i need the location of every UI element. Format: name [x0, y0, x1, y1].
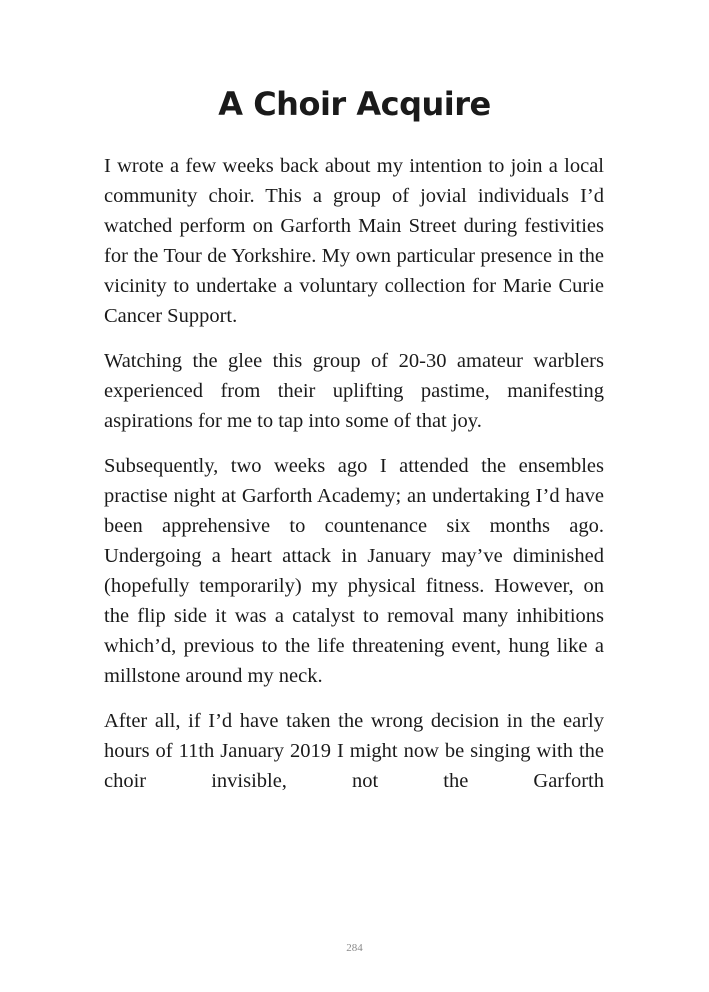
paragraph-3: Subsequently, two weeks ago I attended the ensembles practise night at Garforth Academy; an undertaking I’d have been apprehensive to countenance six months ago. Undergoing a heart attack in January may’ve diminished (hopefully temporarily) my physical fitness. However, on the flip side it was a catalyst to removal many inhibitions which’d, previous to the life threatening event, hung like a millstone around my neck.: [104, 455, 604, 687]
paragraph-4: After all, if I’d have taken the wrong decision in the early hours of 11th January 2019 I might now be singing with the choir invisible, not the Garforth: [104, 710, 604, 792]
page-title: A Choir Acquire: [218, 85, 491, 123]
page-number: 284: [346, 942, 363, 954]
body-text: [104, 151, 604, 811]
paragraph-1: I wrote a few weeks back about my intention to join a local community choir. This a group of jovial individuals I’d watched perform on Garforth Main Street during festivities for the Tour de Yorkshire. My own particular presence in the vicinity to undertake a voluntary collection for Marie Curie Cancer Support.: [104, 155, 604, 327]
paragraph-2: Watching the glee this group of 20-30 amateur warblers experienced from their uplifting pastime, manifesting aspirations for me to tap into some of that joy.: [104, 350, 604, 432]
